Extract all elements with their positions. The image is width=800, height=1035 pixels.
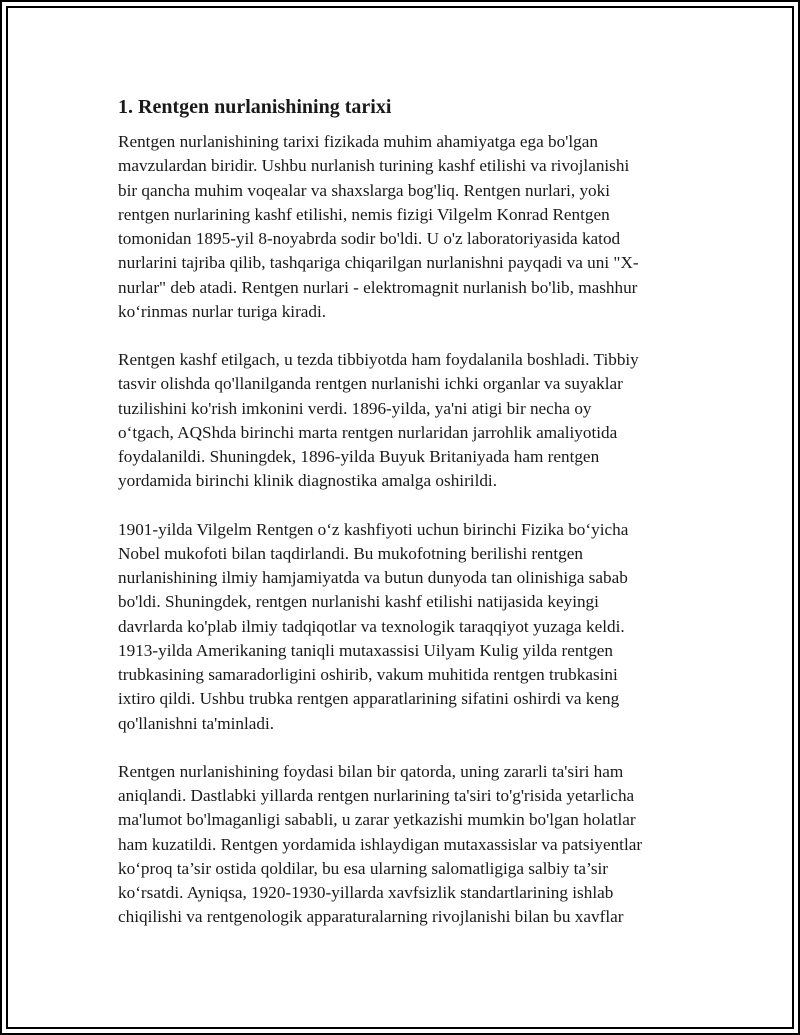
paragraph-medical-use: Rentgen kashf etilgach, u tezda tibbiyotda ham foydalanila boshladi. Tibbiy tasvir olishda qo'llanilganda rentgen nurlanishi ichki organlar va suyaklar tuzilishini ko'rish imkonini verdi. 1896-yilda, ya'ni atigi bir necha oy o‘tgach, AQShda birinchi marta rentgen nurlaridan jarrohlik amaliyotida foydalanildi. Shuningdek, 1896-yilda Buyuk Britaniyada ham rentgen yordamida birinchi klinik diagnostika amalga oshirildi. bbox=[118, 350, 639, 491]
paragraph-discovery: Rentgen nurlanishining tarixi fizikada muhim ahamiyatga ega bo'lgan mavzulardan biridir. Ushbu nurlanish turining kashf etilishi va rivojlanishi bir qancha muhim voqealar va shaxslarga bog'liq. Rentgen nurlari, yoki rentgen nurlarining kashf etilishi, nemis fizigi Vilgelm Konrad Rentgen tomonidan 1895-yil 8-noyabrda sodir bo'ldi. U o'z laboratoriyasida katod nurlarini tajriba qilib, tashqariga chiqarilgan nurlanishni payqadi va uni "X- nurlar" deb atadi. Rentgen nurlari - elektromagnit nurlanish bo'lib, mashhur ko‘rinmas nurlar turiga kiradi. bbox=[118, 132, 639, 321]
section-heading: 1. Rentgen nurlanishining tarixi bbox=[118, 96, 392, 118]
paragraph-nobel-prize: 1901-yilda Vilgelm Rentgen o‘z kashfiyoti uchun birinchi Fizika bo‘yicha Nobel mukofoti bilan taqdirlandi. Bu mukofotning berilishi rentgen nurlanishining ilmiy hamjamiyatda va butun dunyoda tan olinishiga sabab bo'ldi. Shuningdek, rentgen nurlanishi kashf etilishi natijasida keyingi davrlarda ko'plab ilmiy tadqiqotlar va texnologik taraqqiyot yuzaga keldi. 1913-yilda Amerikaning taniqli mutaxassisi Uilyam Kulig yilda rentgen trubkasining samaradorligini oshirib, vakum muhitida rentgen trubkasini ixtiro qildi. Ushbu trubka rentgen apparatlarining sifatini oshirdi va keng qo'llanishni ta'minladi. bbox=[118, 519, 629, 733]
document-body bbox=[118, 94, 698, 954]
paragraph-harmful-effects: Rentgen nurlanishining foydasi bilan bir qatorda, uning zararli ta'siri ham aniqlandi. Dastlabki yillarda rentgen nurlarining ta'siri to'g'risida yetarlicha ma'lumot bo'lmaganligi sababli, u zarar yetkazishi mumkin bo'lgan holatlar ham kuzatildi. Rentgen yordamida ishlaydigan mutaxassislar va patsiyentlar ko‘proq ta’sir ostida qoldilar, bu esa ularning salomatligiga salbiy ta’sir ko‘rsatdi. Ayniqsa, 1920-1930-yillarda xavfsizlik standartlarining ishlab chiqilishi va rentgenologik apparaturalarning rivojlanishi bilan bu xavflar bbox=[118, 761, 643, 927]
